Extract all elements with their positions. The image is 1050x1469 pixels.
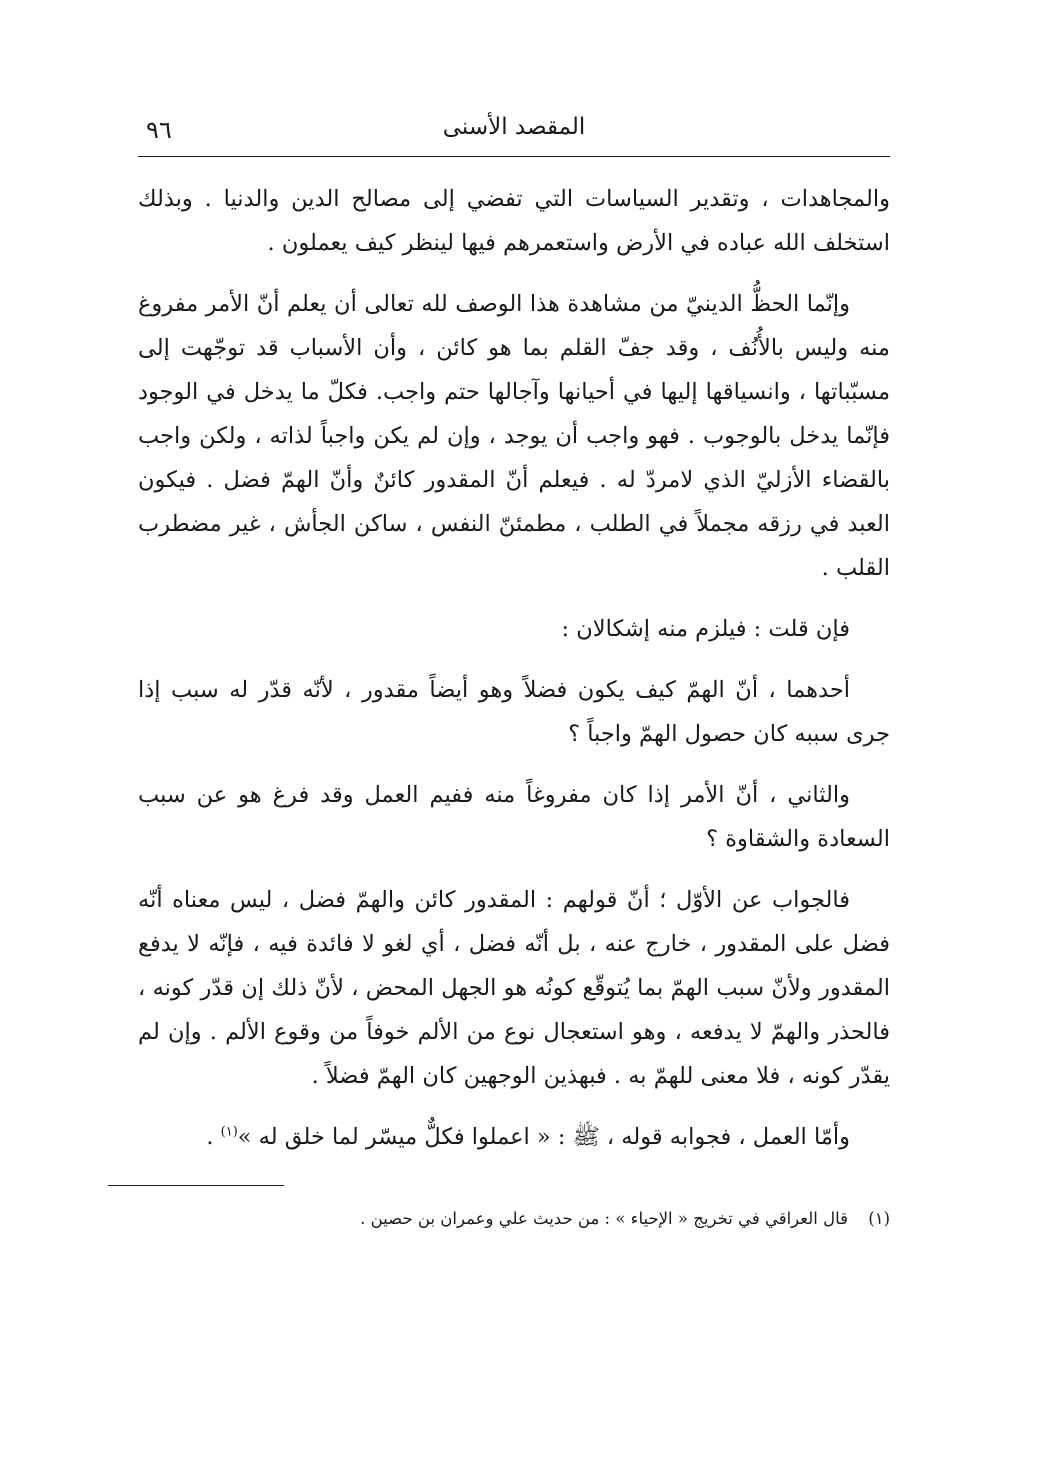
page-number: ٩٦ xyxy=(146,116,172,144)
footnotes xyxy=(138,1206,890,1232)
footnote-number: (١) xyxy=(868,1209,890,1228)
footnote-rule xyxy=(108,1185,284,1186)
paragraph-4: أحدهما ، أنّ الهمّ كيف يكون فضلاً وهو أيضاً مقدور ، لأنّه قدّر له سبب إذا جرى سببه كان حصول الهمّ واجباً ؟ xyxy=(138,677,890,747)
running-title: المقصد الأسنى xyxy=(442,114,586,140)
paragraph-6: فالجواب عن الأوّل ؛ أنّ قولهم : المقدور كائن والهمّ فضل ، ليس معناه أنّه فضل على المقدور ، خارج عنه ، بل أنّه فضل ، أي لغو لا فائدة فيه ، فإنّه لا يدفع المقدور ولأنّ سبب الهمّ بما يُتوقّع كونُه هو الجهل المحض ، لأنّ ذلك إن قدّر كونه ، فالحذر والهمّ لا يدفعه ، وهو استعجال نوع من الألم خوفاً من وقوع الألم . وإن لم يقدّر كونه ، فلا معنى للهمّ به . فبهذين الوجهين كان الهمّ فضلاً . xyxy=(138,887,890,1089)
footnote-reference[interactable]: (١) xyxy=(220,1124,238,1140)
paragraph-3: فإن قلت : فيلزم منه إشكالان : xyxy=(561,616,850,642)
footnote-text: قال العراقي في تخريج « الإحياء » : من حديث علي وعمران بن حصين . xyxy=(360,1209,848,1228)
paragraph-1: والمجاهدات ، وتقدير السياسات التي تفضي إلى مصالح الدين والدنيا . وبذلك استخلف الله عباده في الأرض واستعمرهم فيها لينظر كيف يعملون . xyxy=(138,186,890,256)
footnote xyxy=(138,1206,890,1232)
book-page xyxy=(138,110,890,1232)
header-rule xyxy=(138,156,890,157)
body-text xyxy=(138,177,890,1159)
paragraph-2: وإنّما الحظُّ الدينيّ من مشاهدة هذا الوصف لله تعالى أن يعلم أنّ الأمر مفروغ منه وليس بالأُنُف ، وقد جفّ القلم بما هو كائن ، وأن الأسباب قد توجّهت إلى مسبّباتها ، وانسياقها إليها في أحيانها وآجالها حتم واجب. فكلّ ما يدخل في الوجود فإنّما يدخل بالوجوب . فهو واجب أن يوجد ، وإن لم يكن واجباً لذاته ، ولكن واجب بالقضاء الأزليّ الذي لامردّ له . فيعلم أنّ المقدور كائنٌ وأنّ الهمّ فضل . فيكون العبد في رزقه مجملاً في الطلب ، مطمئنّ النفس ، ساكن الجأش ، غير مضطرب القلب . xyxy=(138,291,890,581)
page-header xyxy=(138,110,890,156)
paragraph-5: والثاني ، أنّ الأمر إذا كان مفروغاً منه ففيم العمل وقد فرغ هو عن سبب السعادة والشقاوة ؟ xyxy=(138,782,890,852)
paragraph-7: وأمّا العمل ، فجوابه قوله ، ﷺ : « اعملوا فكلٌّ ميسّر لما خلق له »$^{(١)}$ . xyxy=(206,1124,850,1150)
paragraph-7-text: وأمّا العمل ، فجوابه قوله ، ﷺ : « اعملوا فكلٌّ ميسّر لما خلق له » xyxy=(237,1124,850,1150)
